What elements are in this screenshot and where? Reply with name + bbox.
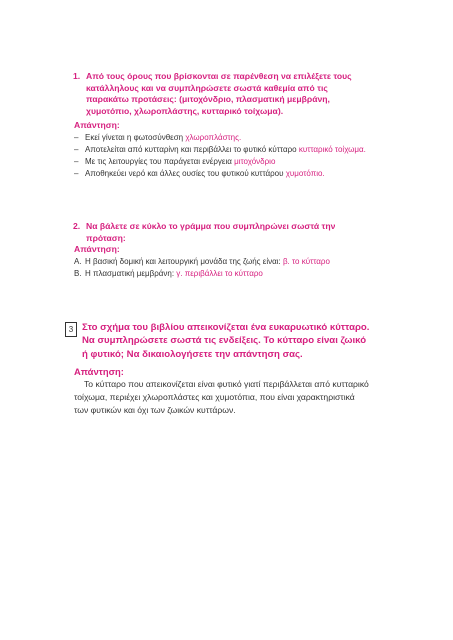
list-item-answer: κυτταρικό τοίχωμα. — [298, 145, 366, 154]
question-1-answer-list — [74, 132, 370, 180]
question-2-answer-list — [74, 256, 364, 280]
list-item — [74, 132, 370, 144]
list-item — [74, 144, 370, 156]
list-marker: Α. — [74, 257, 82, 266]
list-marker: – — [74, 145, 79, 154]
list-item-text: Η πλασματική μεμβράνη: — [85, 269, 177, 278]
list-item-answer: χλωροπλάστης. — [185, 133, 242, 142]
list-item-answer: γ. περιβάλλει το κύτταρο — [176, 269, 263, 278]
question-3-title: Στο σχήμα του βιβλίου απεικονίζεται ένα ευκαρυωτικό κύτταρο. Να συμπληρώσετε σωστά τις ενδείξεις. Το κύτταρο είναι ζωικό ή φυτικό; Να δικαιολογήσετε την απάντηση σας. — [82, 322, 370, 360]
question-2-answer-label: Απάντηση: — [74, 244, 120, 254]
list-item — [74, 268, 364, 280]
question-2-number: 2. — [73, 221, 81, 231]
list-marker: Β. — [74, 269, 82, 278]
question-3-answer-label: Απάντηση: — [74, 366, 124, 377]
list-marker: – — [74, 169, 79, 178]
question-2-text: Να βάλετε σε κύκλο το γράμμα που συμπληρώνει σωστά την πρόταση: — [86, 221, 336, 243]
question-3-answer-text: Το κύτταρο που απεικονίζεται είναι φυτικό γιατί περιβάλλεται από κυτταρικό τοίχωμα, περιέχει χλωροπλάστες και χυμοτόπια, που είναι χαρακτηριστικά των φυτικών και όχι των ζωικών κυττάρων. — [74, 379, 369, 415]
list-item-text: Αποθηκεύει νερό και άλλες ουσίες του φυτικού κυττάρου — [85, 169, 286, 178]
list-item-answer: μιτοχόνδριο — [234, 157, 276, 166]
list-marker: – — [74, 157, 79, 166]
list-item-text: Η βασική δομική και λειτουργική μονάδα της ζωής είναι: — [85, 257, 283, 266]
list-item — [74, 156, 370, 168]
question-1-number: 1. — [73, 71, 81, 81]
list-item-text: Εκεί γίνεται η φωτοσύνθεση — [85, 133, 186, 142]
list-item-text: Αποτελείται από κυτταρίνη και περιβάλλει το φυτικό κύτταρο — [85, 145, 299, 154]
question-2-title — [73, 221, 368, 244]
question-3-number-box: 3 — [65, 322, 77, 337]
list-marker: – — [74, 133, 79, 142]
question-1-title — [73, 71, 368, 117]
list-item — [74, 256, 364, 268]
list-item — [74, 168, 370, 180]
list-item-answer: χυμοτόπιο. — [285, 169, 325, 178]
question-1-text: Από τους όρους που βρίσκονται σε παρένθεση να επιλέξετε τους κατάλληλους και να συμπληρώσετε σωστά καθεμία από τις παρακάτω προτάσεις: (μιτοχόνδριο, πλασματική μεμβράνη, χυμοτόπιο, χλωροπλάστης, κυτταρικό τοίχωμα). — [86, 71, 352, 116]
list-item-answer: β. το κύτταρο — [282, 257, 330, 266]
question-1-answer-label: Απάντηση: — [74, 120, 120, 130]
list-item-text: Με τις λειτουργίες του παράγεται ενέργεια — [85, 157, 235, 166]
